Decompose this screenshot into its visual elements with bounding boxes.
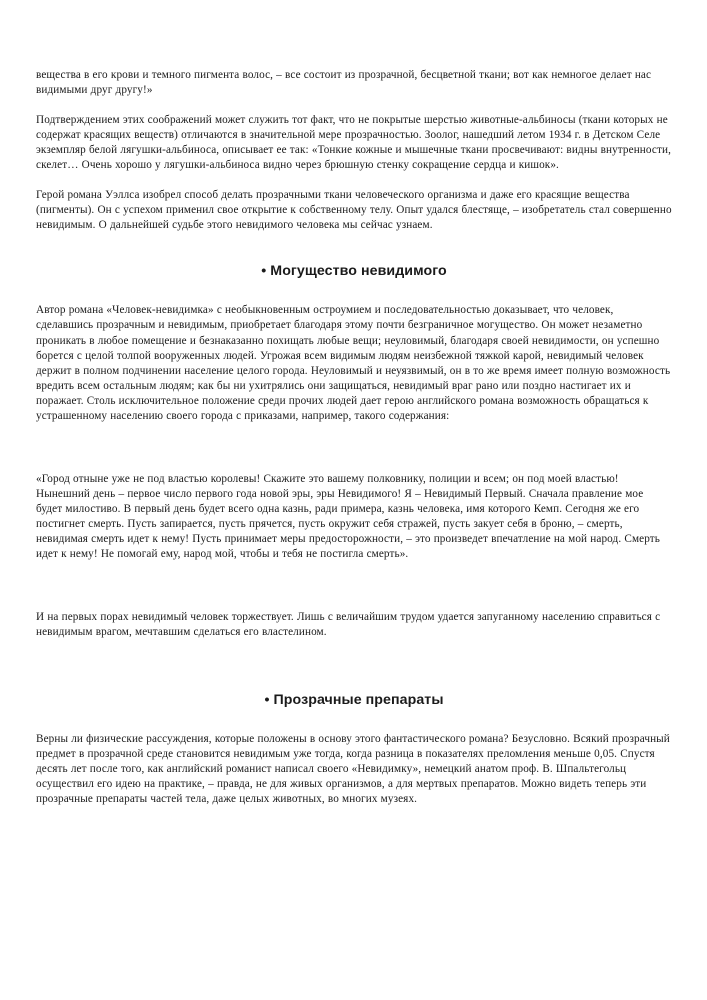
paragraph-invisible-man-power: Автор романа «Человек-невидимка» с необыкновенным остроумием и последовательностью доказывает, что человек, сделавшись прозрачным и невидимым, приобретает благодаря этому почти безграничное могущество. Он может незаметно проникать в любое помещение и безнаказанно похищать любые вещи; неуловимый, благодаря своей невидимости, он успешно борется с целой толпой вооруженных людей. Угрожая всем видимым людям неизбежной тяжкой карой, невидимый человек держит в полном подчинении население целого города. Неуловимый и неуязвимый, он в то же время имеет полную возможность вредить всем остальным людям; как бы ни ухитрялись они защищаться, невидимый враг рано или поздно настигает их и поражает. Столь исключительное положение среди прочих людей дает герою английского романа возможность обращаться к устрашенному населению своего города с приказами, например, такого содержания: [36, 304, 671, 422]
paragraph-albino-animals: Подтверждением этих соображений может служить тот факт, что не покрытые шерстью животные-альбиносы (ткани которых не содержат красящих веществ) отличаются в значительной мере прозрачностью. Зоолог, нашедший летом 1934 г. в Детском Селе экземпляр белой лягушки-альбиноса, описывает ее так: «Тонкие кожные и мышечные ткани просвечивают: видны внутренности, скелет… Очень хорошо у лягушки-альбиноса видно через брюшную стенку сокращение сердца и кишок». [36, 114, 671, 172]
paragraph-continuation: вещества в его крови и темного пигмента волос, – все состоит из прозрачной, бесцветной ткани; вот как немногое делает нас видимыми друг другу!» [36, 69, 652, 97]
paragraph-wells-hero: Герой романа Уэллса изобрел способ делать прозрачными ткани человеческого организма и даже его красящие вещества (пигменты). Он с успехом применил свое открытие к собственному телу. Опыт удался блестяще, – изобретатель стал совершенно невидимым. О дальнейшей судьбе этого невидимого человека мы сейчас узнаем. [36, 189, 672, 232]
section-heading-transparent-preparations: • Прозрачные препараты [264, 692, 444, 709]
blockquote-proclamation: «Город отныне уже не под властью королевы! Скажите это вашему полковнику, полиции и всем; он под моей властью! Нынешний день – первое число первого года новой эры, эры Невидимого! Я – Невидимый Первый. Сначала правление мое будет милостиво. В первый день будет всего одна казнь, ради примера, казнь человека, имя которого Кемп. Сегодня же его постигнет смерть. Пусть запирается, пусть прячется, пусть окружит себя стражей, пусть закует себя в броню, – смерть, невидимая смерть идет к нему! Пусть принимает меры предосторожности, – это произведет впечатление на мой народ. Смерть идет к нему! Не помогай ему, народ мой, чтобы и тебя не постигла смерть». [36, 472, 660, 561]
paragraph-physics-reasoning: Верны ли физические рассуждения, которые положены в основу этого фантастического романа? Безусловно. Всякий прозрачный предмет в прозрачной среде становится невидимым уже тогда, когда разница в показателях преломления меньше 0,05. Спустя десять лет после того, как английский романист написал своего «Невидимку», немецкий анатом проф. В. Шпальтегольц осуществил его идею на практике, – правда, не для живых организмов, а для мертвых препаратов. Можно видеть теперь эти прозрачные препараты частей тела, даже целых животных, во многих музеях. [36, 733, 670, 806]
section-heading-power-of-invisible: • Могущество невидимого [261, 263, 447, 280]
paragraph-triumph: И на первых порах невидимый человек торжествует. Лишь с величайшим трудом удается запуганному населению справиться с невидимым врагом, мечтавшим сделаться его властелином. [36, 611, 661, 639]
